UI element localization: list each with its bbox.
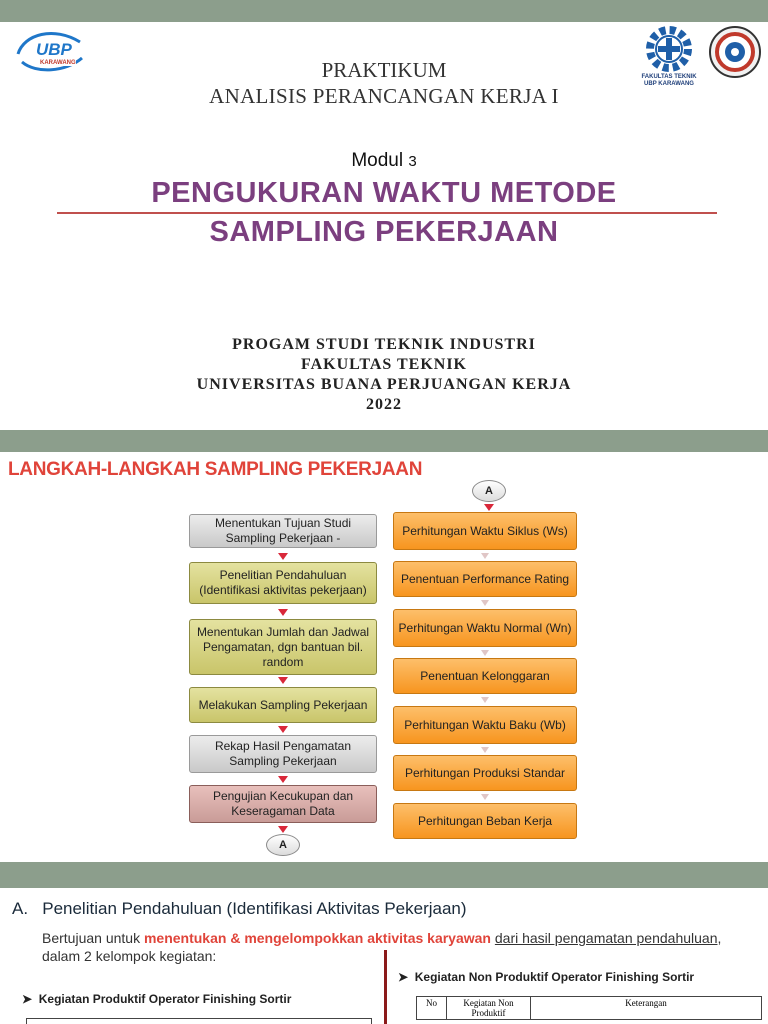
table-header-row — [417, 997, 762, 1020]
table-header-no: No — [417, 997, 447, 1020]
table-header-note: Keterangan — [531, 997, 762, 1020]
flow-step-right-7: Perhitungan Beban Kerja — [393, 803, 577, 839]
module-label — [0, 150, 768, 172]
flow-arrow-left-1 — [278, 553, 288, 560]
steps-slide — [0, 452, 768, 862]
intro-link[interactable]: dari hasil pengamatan pendahuluan — [494, 930, 718, 946]
year: 2022 — [366, 396, 402, 413]
flow-arrow-left-3 — [278, 677, 288, 684]
slide-separator-2 — [0, 862, 768, 888]
module-label-text: Modul — [351, 150, 404, 171]
ubp-logo-text: UBP — [36, 40, 72, 59]
faculty-logo-caption-2: UBP KARAWANG — [644, 81, 694, 87]
connector-bottom: A — [266, 834, 300, 856]
flow-arrow-right-6 — [481, 794, 489, 800]
bullet-arrow-icon: ➤ — [22, 992, 39, 1006]
flow-step-left-3: Menentukan Jumlah dan Jadwal Pengamatan, dgn bantuan bil. random — [189, 619, 377, 675]
university-name: UNIVERSITAS BUANA PERJUANGAN KERJA — [196, 376, 572, 393]
flow-step-left-4: Melakukan Sampling Pekerjaan — [189, 687, 377, 723]
flow-step-right-5: Perhitungan Waktu Baku (Wb) — [393, 706, 577, 744]
flow-step-right-3: Perhitungan Waktu Normal (Wn) — [393, 609, 577, 647]
flow-arrow-right-5 — [481, 747, 489, 753]
intro-highlight: menentukan & mengelompokkan aktivitas karyawan — [143, 930, 491, 946]
intro-suffix: , — [717, 930, 722, 946]
practicum-title: PRAKTIKUM — [321, 58, 447, 82]
preliminary-slide — [0, 888, 768, 1024]
flow-step-left-6: Pengujian Kecukupan dan Keseragaman Data — [189, 785, 377, 823]
flow-arrow-right-0 — [484, 504, 494, 511]
module-heading-line-2: SAMPLING PEKERJAAN — [209, 216, 559, 248]
flow-arrow-left-5 — [278, 776, 288, 783]
course-title: ANALISIS PERANCANGAN KERJA I — [209, 84, 559, 108]
connector-top: A — [472, 480, 506, 502]
intro-line-2: dalam 2 kelompok kegiatan: — [42, 948, 217, 964]
flow-arrow-left-4 — [278, 726, 288, 733]
module-heading-line-1: PENGUKURAN WAKTU METODE — [151, 177, 617, 209]
flow-step-right-4: Penentuan Kelonggaran — [393, 658, 577, 694]
productive-table-top — [26, 1018, 372, 1024]
flow-step-right-6: Perhitungan Produksi Standar — [393, 755, 577, 791]
flow-step-right-2: Penentuan Performance Rating — [393, 561, 577, 597]
flow-arrow-right-4 — [481, 697, 489, 703]
flow-arrow-right-1 — [481, 553, 489, 559]
slide-separator-1 — [0, 430, 768, 452]
table-header-activity: Kegiatan Non Produktif — [447, 997, 531, 1020]
flow-step-left-2: Penelitian Pendahuluan (Identifikasi aktivitas pekerjaan) — [189, 562, 377, 604]
flow-arrow-left-2 — [278, 609, 288, 616]
bullet-arrow-icon: ➤ — [398, 970, 415, 984]
study-program: PROGAM STUDI TEKNIK INDUSTRI — [232, 336, 536, 353]
top-band — [0, 0, 768, 22]
flow-step-right-1: Perhitungan Waktu Siklus (Ws) — [393, 512, 577, 550]
steps-title: LANGKAH-LANGKAH SAMPLING PEKERJAAN — [8, 459, 423, 480]
flow-arrow-right-2 — [481, 600, 489, 606]
bullet-productive-text: Kegiatan Produktif Operator Finishing Sortir — [38, 992, 292, 1006]
bullet-nonproductive — [398, 970, 694, 984]
flow-step-left-5: Rekap Hasil Pengamatan Sampling Pekerjaan — [189, 735, 377, 773]
ubp-logo-subtext: KARAWANG — [40, 60, 76, 66]
flow-step-left-1: Menentukan Tujuan Studi Sampling Pekerjaan - — [189, 514, 377, 548]
section-heading: A. Penelitian Pendahuluan (Identifikasi Aktivitas Pekerjaan) — [12, 899, 467, 918]
flow-arrow-right-3 — [481, 650, 489, 656]
intro-prefix: Bertujuan untuk — [42, 930, 144, 946]
heading-rule — [57, 212, 717, 214]
column-divider — [384, 950, 387, 1024]
nonproductive-table — [416, 996, 762, 1020]
faculty-name: FAKULTAS TEKNIK — [300, 356, 467, 373]
title-slide — [0, 22, 768, 430]
faculty-logo-caption-1: FAKULTAS TEKNIK — [641, 74, 697, 80]
intro-paragraph — [42, 928, 762, 948]
module-number: 3 — [408, 153, 417, 170]
bullet-nonproductive-text: Kegiatan Non Produktif Operator Finishing Sortir — [414, 970, 695, 984]
flow-arrow-left-6 — [278, 826, 288, 833]
bullet-productive — [22, 992, 291, 1006]
